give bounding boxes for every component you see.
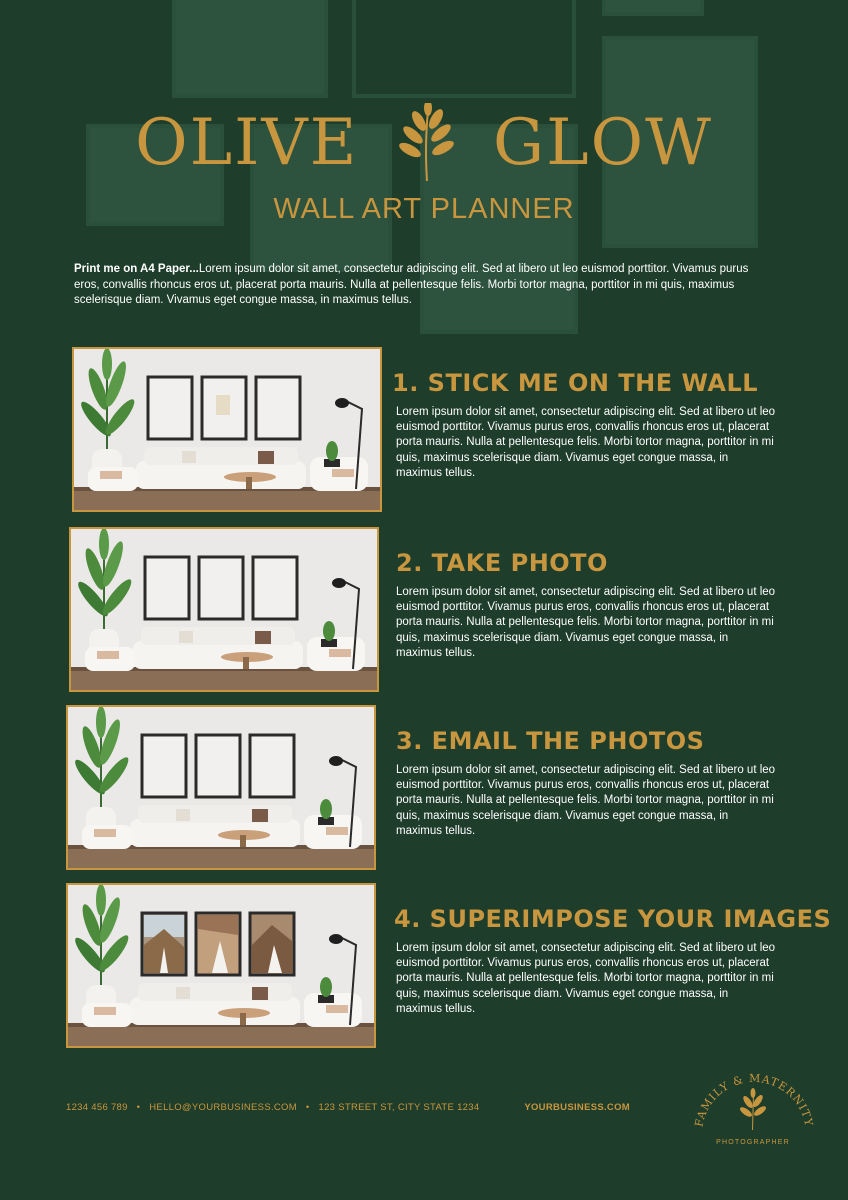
photographer-badge [688,1062,818,1152]
leaf-sprig-icon [739,1088,768,1130]
footer-separator: • [305,1102,310,1113]
step-body: Lorem ipsum dolor sit amet, consectetur adipiscing elit. Sed at libero ut leo euismod porttitor. Vivamus purus eros, convallis rhoncus eros ut, placerat porta mauris. Nulla at pellentesque felis. Morbi tortor magna, porttitor in mi quis, maximus scelerisque diam. Vivamus eget congue massa, in maximus tellus. [396,586,776,659]
step-2 [0,527,848,692]
step-title: 2. TAKE PHOTO [396,549,608,577]
step-body: Lorem ipsum dolor sit amet, consectetur adipiscing elit. Sed at libero ut leo euismod porttitor. Vivamus purus eros, convallis rhoncus eros ut, placerat porta mauris. Nulla at pellentesque felis. Morbi tortor magna, porttitor in mi quis, maximus scelerisque diam. Vivamus eget congue massa, in maximus tellus. [396,764,776,837]
badge-subtitle: PHOTOGRAPHER [716,1139,790,1146]
footer-contact [66,1102,630,1113]
page-subtitle: WALL ART PLANNER [273,193,575,225]
brand-word-olive: OLIVE [135,105,359,180]
brand-title [0,98,848,183]
footer-separator: • [136,1102,141,1113]
leaf-sprig-icon [391,103,461,183]
intro-paragraph [74,262,774,309]
decorative-frame [602,0,704,16]
decorative-frame [172,0,328,98]
step-title: 1. STICK ME ON THE WALL [392,369,759,397]
step-photo [66,883,376,1048]
step-photo [66,705,376,870]
step-photo [69,527,379,692]
step-4 [0,883,848,1048]
step-body: Lorem ipsum dolor sit amet, consectetur adipiscing elit. Sed at libero ut leo euismod porttitor. Vivamus purus eros, convallis rhoncus eros ut, placerat porta mauris. Nulla at pellentesque felis. Morbi tortor magna, porttitor in mi quis, maximus scelerisque diam. Vivamus eget congue massa, in maximus tellus. [396,406,776,479]
footer-website[interactable]: YOURBUSINESS.COM [524,1102,630,1113]
step-body: Lorem ipsum dolor sit amet, consectetur adipiscing elit. Sed at libero ut leo euismod porttitor. Vivamus purus eros, convallis rhoncus eros ut, placerat porta mauris. Nulla at pellentesque felis. Morbi tortor magna, porttitor in mi quis, maximus scelerisque diam. Vivamus eget congue massa, in maximus tellus. [396,942,776,1015]
footer-email[interactable]: HELLO@YOURBUSINESS.COM [149,1102,297,1113]
badge-arc-text: FAMILY & MATERNITY [692,1071,816,1128]
intro-lead: Print me on A4 Paper... [74,263,199,275]
step-title: 3. EMAIL THE PHOTOS [396,727,705,755]
footer-phone: 1234 456 789 [66,1102,128,1113]
brand-word-glow: GLOW [493,105,713,180]
step-1 [0,347,848,512]
intro-text: Lorem ipsum dolor sit amet, consectetur adipiscing elit. Sed at libero ut leo euismod porttitor. Vivamus purus eros, convallis rhoncus eros ut, placerat porta mauris. Nulla at pellentesque felis. Morbi tortor magna, porttitor in mi quis, maximus scelerisque diam. Vivamus eget congue massa, in maximus tellus. [74,263,749,306]
step-photo [72,347,382,512]
step-title: 4. SUPERIMPOSE YOUR IMAGES [394,905,832,933]
footer-address: 123 STREET ST, CITY STATE 1234 [318,1102,480,1113]
decorative-frame [352,0,576,98]
step-3 [0,705,848,870]
